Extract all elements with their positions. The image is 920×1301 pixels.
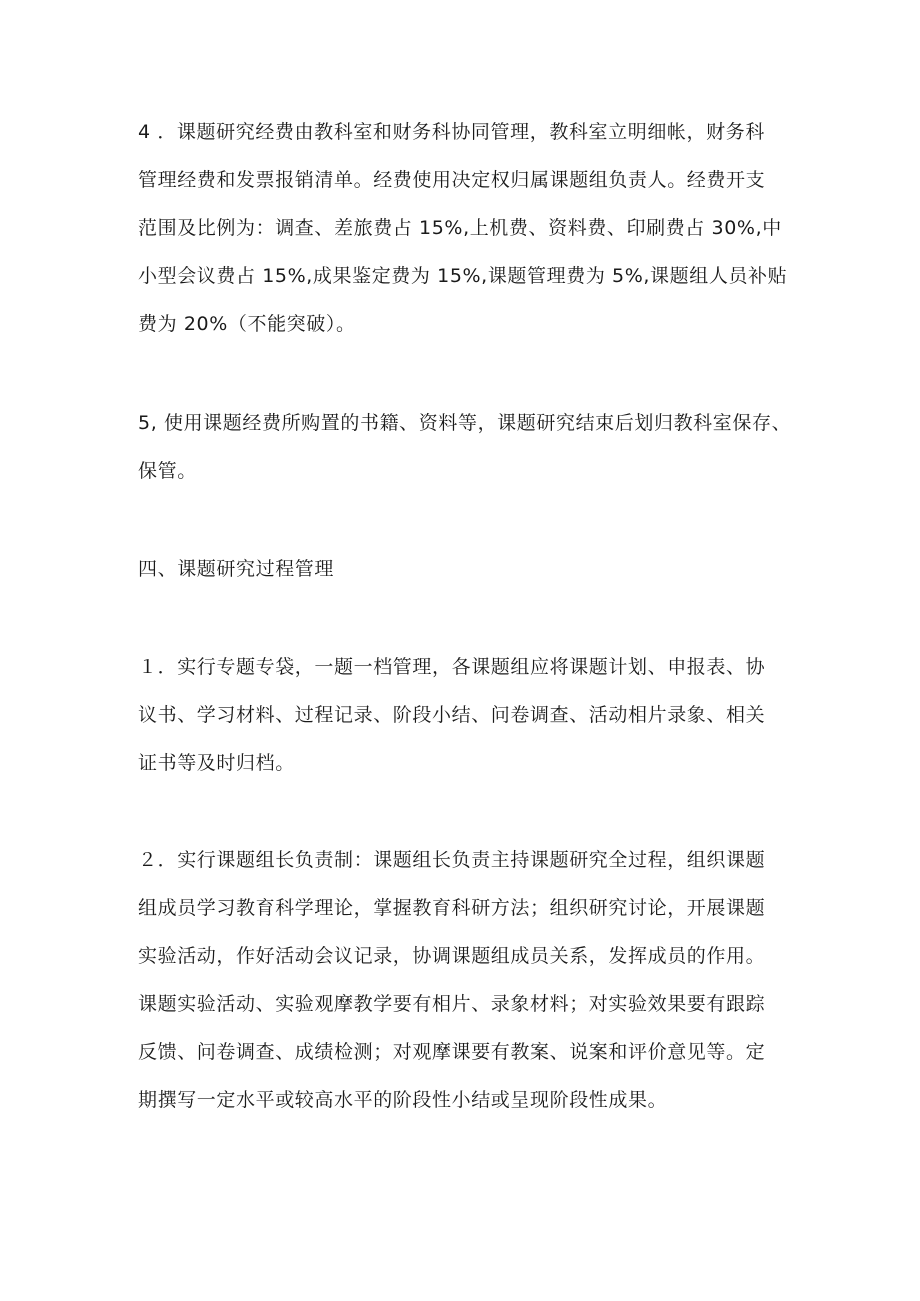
section-heading-process-management: 四、课题研究过程管理	[138, 558, 335, 580]
paragraph-line: 保管。	[138, 460, 197, 482]
paragraph-line: 课题实验活动、实验观摩教学要有相片、录象材料；对实验效果要有跟踪	[138, 993, 766, 1015]
item-2-leader-responsibility	[138, 836, 788, 1124]
paragraph-line: 证书等及时归档。	[138, 752, 295, 774]
paragraph-line: １．实行专题专袋，一题一档管理，各课题组应将课题计划、申报表、协	[138, 656, 766, 678]
paragraph-line: 实验活动，作好活动会议记录，协调课题组成员关系，发挥成员的作用。	[138, 945, 766, 967]
paragraph-line: 5, 使用课题经费所购置的书籍、资料等，课题研究结束后划归教科室保存、	[138, 412, 792, 434]
paragraph-line: 小型会议费占 15%,成果鉴定费为 15%,课题管理费为 5%,课题组人员补贴	[138, 265, 788, 287]
paragraph-4-funding-management	[138, 108, 788, 348]
paragraph-line: 范围及比例为：调查、差旅费占 15%,上机费、资料费、印刷费占 30%,中	[138, 217, 782, 239]
paragraph-line: 期撰写一定水平或较高水平的阶段性小结或呈现阶段性成果。	[138, 1089, 668, 1111]
paragraph-line: 反馈、问卷调查、成绩检测；对观摩课要有教案、说案和评价意见等。定	[138, 1041, 766, 1063]
paragraph-line: 组成员学习教育科学理论，掌握教育科研方法；组织研究讨论，开展课题	[138, 897, 766, 919]
paragraph-5-purchased-materials	[138, 399, 792, 495]
paragraph-line: ２．实行课题组长负责制：课题组长负责主持课题研究全过程，组织课题	[138, 849, 766, 871]
paragraph-line: 4 ．课题研究经费由教科室和财务科协同管理，教科室立明细帐，财务科	[138, 121, 765, 143]
paragraph-line: 管理经费和发票报销清单。经费使用决定权归属课题组负责人。经费开支	[138, 169, 766, 191]
paragraph-line: 议书、学习材料、过程记录、阶段小结、问卷调查、活动相片录象、相关	[138, 704, 766, 726]
item-1-archive-management	[138, 643, 788, 787]
paragraph-line: 费为 20%（不能突破）。	[138, 313, 356, 335]
